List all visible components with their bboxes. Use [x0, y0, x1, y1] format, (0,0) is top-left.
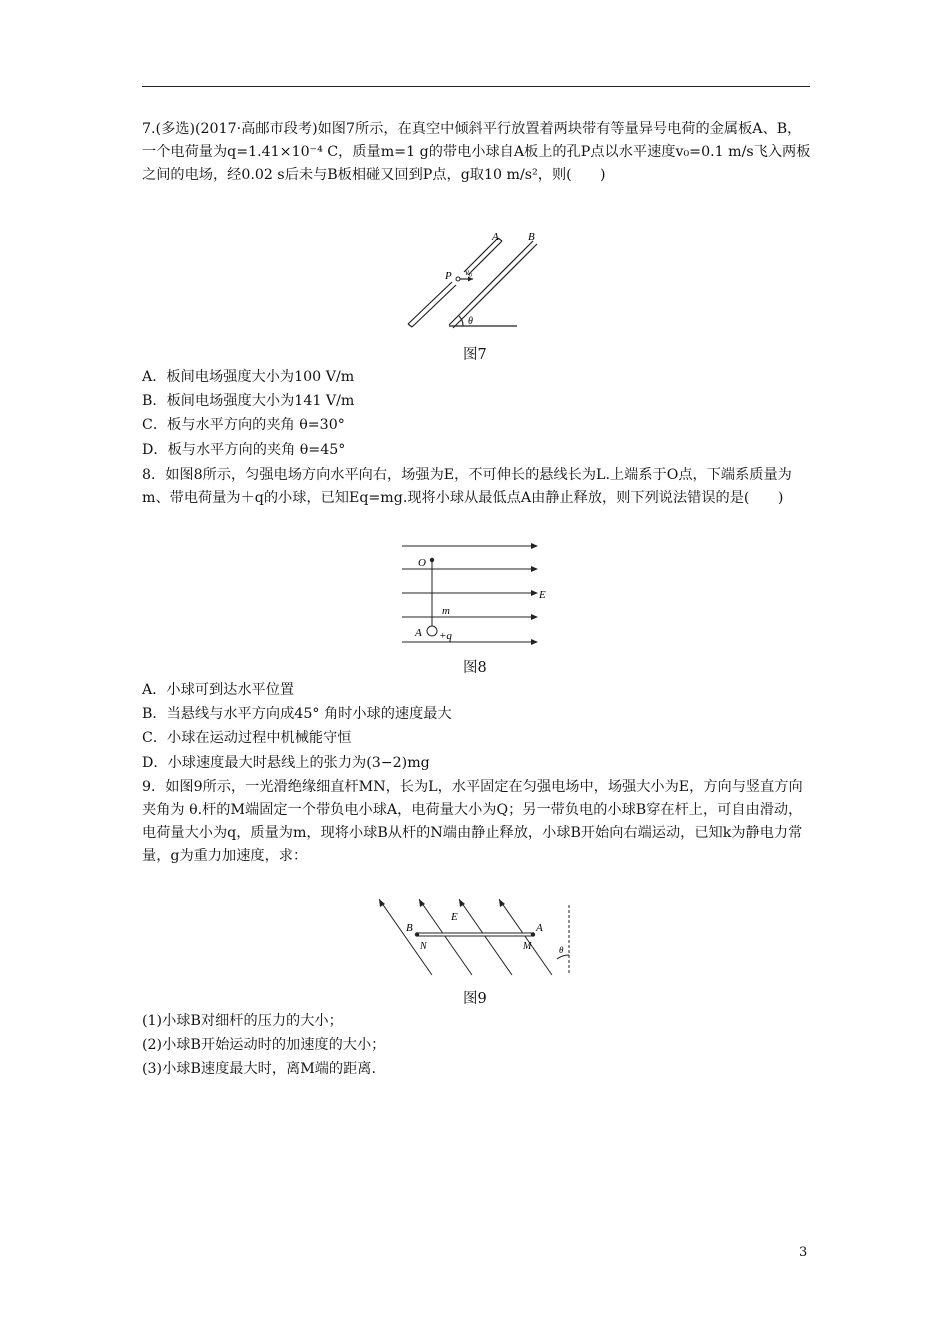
fig7-label-B: B — [528, 231, 535, 243]
fig8-label-O: O — [418, 557, 426, 569]
fig9-label-N: N — [420, 941, 427, 952]
q9-subquestion-2: (2)小球B开始运动时的加速度的大小； — [142, 1037, 386, 1053]
q9-stem: 9．如图9所示，一光滑绝缘细直杆MN，长为L，水平固定在匀强电场中，场强大小为E，方向与竖直方向夹角为 θ.杆的M端固定一个带负电小球A，电荷量大小为Q；另一带负电的小球B穿在杆上，可自由滑动，电荷量大小为q，质量为m，现将小球B从杆的N端由静止释放，小球B开始向右端运动，已知k为静电力常量，g为重力加速度，求： — [142, 779, 803, 864]
fig8-label-A: A — [415, 627, 422, 639]
q7-option-b: B．板间电场强度大小为141 V/m — [142, 393, 355, 409]
q8-option-d: D．小球速度最大时悬线上的张力为(3−2)mg — [142, 755, 430, 771]
q8-option-a: A．小球可到达水平位置 — [142, 682, 295, 698]
fig9-label-E: E — [451, 911, 458, 923]
fig9-label-theta: θ — [559, 945, 564, 955]
fig7-label-A: A — [492, 231, 499, 243]
figure-8 — [400, 540, 560, 650]
header-rule — [142, 86, 810, 87]
page-number: 3 — [799, 1245, 808, 1260]
fig9-label-M: M — [523, 941, 532, 952]
q8-stem: 8．如图8所示，匀强电场方向水平向右，场强为E，不可伸长的悬线长为L.上端系于O点，下端系质量为m、带电荷量为＋q的小球，已知Eq=mg.现将小球从最低点A由静止释放，则下列说法错误的是( ) — [142, 467, 792, 506]
figure-7 — [405, 228, 535, 338]
fig7-label-theta: θ — [468, 316, 473, 327]
fig8-label-q: +q — [439, 630, 452, 642]
fig9-label-B: B — [406, 922, 413, 934]
q7-stem: 7.(多选)(2017·高邮市段考)如图7所示，在真空中倾斜平行放置着两块带有等量异号电荷的金属板A、B，一个电荷量为q=1.41×10⁻⁴ C，质量m=1 g的带电小球自A板上的孔P点以水平速度v₀=0.1 m/s飞入两板之间的电场，经0.02 s后未与B板相碰又回到P点，g取10 m/s²，则( ) — [142, 121, 811, 183]
figure-7-caption: 图7 — [463, 347, 487, 363]
figure-9 — [375, 893, 575, 978]
figure-9-caption: 图9 — [463, 991, 487, 1007]
figure-8-caption: 图8 — [463, 660, 487, 676]
q7-option-a: A．板间电场强度大小为100 V/m — [142, 369, 355, 385]
q7-option-d: D．板与水平方向的夹角 θ=45° — [142, 442, 346, 458]
fig7-label-P: P — [445, 270, 452, 282]
q8-option-b: B．当悬线与水平方向成45° 角时小球的速度最大 — [142, 706, 452, 722]
q9-subquestion-1: (1)小球B对细杆的压力的大小； — [142, 1013, 343, 1029]
fig7-label-v0: v₀ — [465, 267, 473, 277]
q9-subquestion-3: (3)小球B速度最大时，离M端的距离. — [142, 1061, 376, 1077]
fig9-label-A: A — [536, 922, 543, 934]
fig8-label-E: E — [539, 589, 546, 601]
q7-option-c: C．板与水平方向的夹角 θ=30° — [142, 417, 345, 433]
fig8-label-m: m — [442, 605, 450, 617]
q8-option-c: C．小球在运动过程中机械能守恒 — [142, 730, 352, 746]
